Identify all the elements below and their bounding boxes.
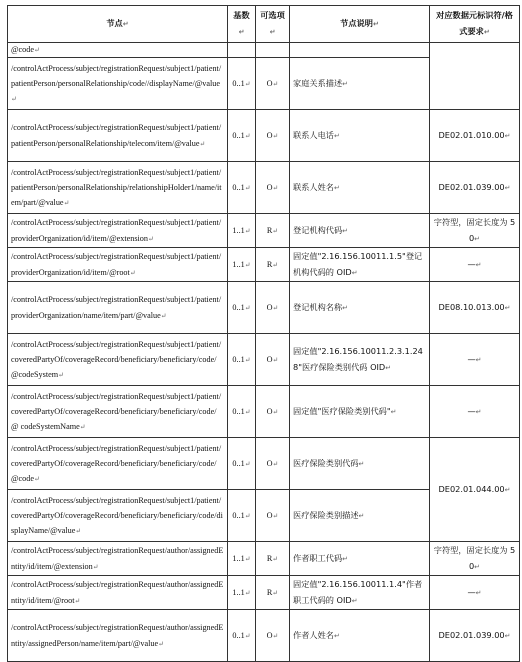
cell-node: /controlActProcess/subject/registrationRequest/subject1/patient/providerOrganization/id/item/@root↵ [8,248,228,282]
cell-optional: O↵ [256,438,290,490]
cell-node: /controlActProcess/subject/registrationRequest/subject1/patient/providerOrganization/id/item/@extension↵ [8,214,228,248]
table-row [8,438,520,490]
cell-optional: O↵ [256,610,290,662]
cell-base: 0..1↵ [228,110,256,162]
table-row [8,386,520,438]
cell-optional: O↵ [256,386,290,438]
cell-node: /controlActProcess/subject/registrationRequest/subject1/patient/patientPerson/personalRelationship/code//displayName/@value↵ [8,58,228,110]
cell-desc: 作者职工代码↵ [290,542,430,576]
cell-desc [290,43,430,58]
cell-desc: 医疗保险类别描述↵ [290,490,430,542]
cell-optional: O↵ [256,58,290,110]
table-row [8,282,520,334]
cell-optional: O↵ [256,334,290,386]
table-row [8,334,520,386]
cell-base: 0..1↵ [228,386,256,438]
cell-base: 0..1↵ [228,58,256,110]
cell-node: /controlActProcess/subject/registrationRequest/subject1/patient/patientPerson/personalRelationship/relationshipHolder1/name/item/part/@value↵ [8,162,228,214]
cell-node: /controlActProcess/subject/registrationRequest/subject1/patient/coveredPartyOf/coverageRecord/beneficiary/beneficiary/code/@codeSystem↵ [8,334,228,386]
cell-node: @code↵ [8,43,228,58]
cell-desc: 登记机构名称↵ [290,282,430,334]
cell-de: DE02.01.039.00↵ [430,610,520,662]
cell-desc: 联系人电话↵ [290,110,430,162]
cell-optional: O↵ [256,282,290,334]
cell-optional: O↵ [256,110,290,162]
cell-node: /controlActProcess/subject/registrationRequest/author/assignedEntity/id/item/@extension↵ [8,542,228,576]
cell-base: 0..1↵ [228,282,256,334]
cell-base: 1..1↵ [228,542,256,576]
cell-de: —↵ [430,334,520,386]
header-de: 对应数据元标识符/格式要求↵ [430,6,520,43]
cell-base: 0..1↵ [228,334,256,386]
cell-node: /controlActProcess/subject/registrationRequest/subject1/patient/providerOrganization/name/item/part/@value↵ [8,282,228,334]
cell-desc: 作者人姓名↵ [290,610,430,662]
cell-base: 0..1↵ [228,162,256,214]
table-header-row [8,6,520,43]
cell-de: DE08.10.013.00↵ [430,282,520,334]
cell-de: —↵ [430,386,520,438]
header-base: 基数↵ [228,6,256,43]
cell-de [430,43,520,110]
cell-desc: 登记机构代码↵ [290,214,430,248]
cell-optional: R↵ [256,214,290,248]
table-row [8,162,520,214]
cell-desc: 家庭关系描述↵ [290,58,430,110]
cell-optional: R↵ [256,576,290,610]
cell-de: 字符型，固定长度为 50↵ [430,214,520,248]
cell-node: /controlActProcess/subject/registrationRequest/subject1/patient/patientPerson/personalRelationship/telecom/item/@value↵ [8,110,228,162]
header-optional: 可选项↵ [256,6,290,43]
cell-node: /controlActProcess/subject/registrationRequest/author/assignedEntity/id/item/@root↵ [8,576,228,610]
cell-desc: 固定值"医疗保险类别代码"↵ [290,386,430,438]
cell-base [228,43,256,58]
header-desc: 节点说明↵ [290,6,430,43]
cell-node: /controlActProcess/subject/registrationRequest/subject1/patient/coveredPartyOf/coverageRecord/beneficiary/beneficiary/code/@ codeSystemName↵ [8,386,228,438]
cell-desc: 联系人姓名↵ [290,162,430,214]
table-row [8,43,520,58]
table-row [8,610,520,662]
cell-optional: O↵ [256,490,290,542]
cell-optional: O↵ [256,162,290,214]
table-row [8,248,520,282]
cell-base: 1..1↵ [228,214,256,248]
cell-desc: 固定值"2.16.156.10011.2.3.1.248"医疗保险类别代码 OID↵ [290,334,430,386]
spec-table [7,5,520,662]
table-row [8,576,520,610]
table-row [8,542,520,576]
cell-base: 0..1↵ [228,490,256,542]
cell-optional: R↵ [256,542,290,576]
cell-node: /controlActProcess/subject/registrationRequest/author/assignedEntity/assignedPerson/name/item/part/@value↵ [8,610,228,662]
header-node: 节点↵ [8,6,228,43]
cell-de: DE02.01.010.00↵ [430,110,520,162]
cell-de: DE02.01.044.00↵ [430,438,520,542]
cell-desc: 医疗保险类别代码↵ [290,438,430,490]
cell-de: —↵ [430,576,520,610]
cell-desc: 固定值"2.16.156.10011.1.4"作者职工代码的 OID↵ [290,576,430,610]
cell-optional: R↵ [256,248,290,282]
cell-base: 1..1↵ [228,576,256,610]
table-row [8,214,520,248]
cell-node: /controlActProcess/subject/registrationRequest/subject1/patient/coveredPartyOf/coverageRecord/beneficiary/beneficiary/code/@code↵ [8,438,228,490]
cell-base: 1..1↵ [228,248,256,282]
cell-base: 0..1↵ [228,438,256,490]
cell-de: —↵ [430,248,520,282]
table-row [8,110,520,162]
cell-de: DE02.01.039.00↵ [430,162,520,214]
cell-base: 0..1↵ [228,610,256,662]
cell-optional [256,43,290,58]
cell-node: /controlActProcess/subject/registrationRequest/subject1/patient/coveredPartyOf/coverageRecord/beneficiary/beneficiary/code/displayName/@value↵ [8,490,228,542]
cell-de: 字符型，固定长度为 50↵ [430,542,520,576]
cell-desc: 固定值"2.16.156.10011.1.5"登记机构代码的 OID↵ [290,248,430,282]
